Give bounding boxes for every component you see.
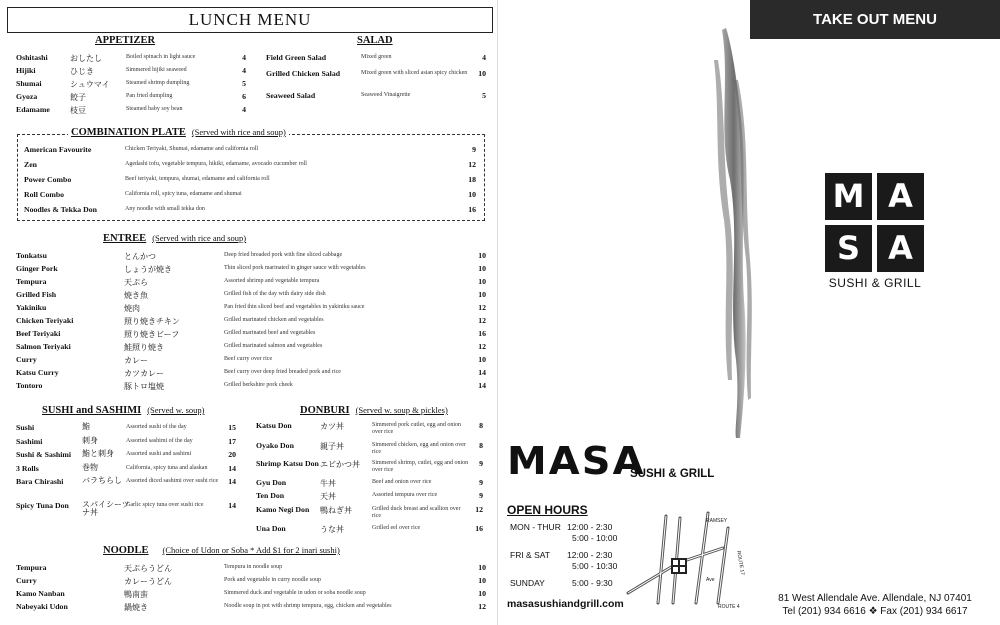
menu-item-price: 14 [228,463,236,473]
menu-item-price: 10 [478,251,486,260]
entree-note: (Served with rice and soup) [152,233,247,243]
menu-item [16,277,488,290]
menu-item-japanese: 餃子 [70,93,86,102]
menu-item [24,205,480,220]
menu-item-name: Field Green Salad [266,53,327,62]
menu-item-japanese: カツカレー [124,369,164,378]
entree-heading: ENTREE (Served with rice and soup) [103,233,247,244]
menu-item-japanese: カツ丼 [320,422,344,431]
logo-letter: M [825,173,872,220]
menu-item-description: Grilled fish of the day with dairy side dish [224,291,326,297]
menu-item-description: Noodle soup in pot with shrimp tempura, egg, chicken and vegetables [224,603,392,609]
menu-item-name: Gyu Don [256,477,287,487]
menu-item-japanese: とんかつ [124,252,156,261]
menu-item-price: 10 [478,563,486,572]
menu-item [16,303,488,316]
hours-day: FRI & SAT [510,550,550,560]
menu-item-name: Beef Teriyaki [16,329,61,338]
menu-item [16,501,242,515]
menu-item [256,478,488,492]
menu-item-japanese: 鴨ねぎ丼 [320,505,352,515]
brush-stroke-graphic [700,20,760,440]
menu-item-description: Mixed green with sliced asian spicy chicken [361,70,468,76]
menu-item [266,91,486,104]
menu-item [24,175,480,190]
menu-item-japanese: しょうが焼き [124,265,172,274]
menu-item [256,459,488,473]
menu-item-name: Shumai [16,79,42,88]
menu-item-description: Pan fried thin sliced beef and vegetables in yakiniku sauce [224,304,365,310]
hours-time: 5:00 - 9:30 [572,578,613,588]
menu-item-description: Assorted sushi and sashimi [126,451,192,457]
menu-item-description: Assorted tempura over rice [372,492,438,498]
menu-item-japanese: 鴨南蛮 [124,590,148,599]
menu-item-japanese: 鮨 [82,422,90,431]
menu-item-name: Tempura [16,277,47,286]
menu-item-japanese: カレーうどん [124,577,172,586]
address-block [760,592,990,618]
menu-item-price: 14 [478,368,486,377]
menu-item-price: 9 [479,477,483,487]
menu-item-name: Edamame [16,105,50,114]
menu-item-name: Oyako Don [256,440,294,450]
menu-item [16,66,246,79]
menu-item-price: 16 [468,205,476,214]
menu-item-price: 10 [478,264,486,273]
menu-item-description: Simmered hijiki seaweed [126,67,187,73]
menu-item-description: Beef curry over rice [224,356,273,362]
menu-item-price: 4 [482,53,486,62]
menu-item-japanese: 牛丼 [320,478,336,488]
menu-item-description: Steamed baby soy bean [126,106,183,112]
menu-item-japanese: おしたし [70,54,102,63]
menu-item-description: Deep fried breaded pork with fine sliced cabbage [224,252,343,258]
menu-item-name: Yakiniku [16,303,47,312]
menu-item-price: 5 [242,79,246,88]
masa-wordmark: MASA [507,439,646,483]
menu-item-price: 10 [478,290,486,299]
menu-item-price: 16 [478,329,486,338]
menu-item [16,477,242,491]
menu-item-description: Pan fried dumpling [126,93,173,99]
menu-item-price: 5 [482,91,486,100]
menu-item [266,53,486,66]
menu-item-name: Nabeyaki Udon [16,602,68,611]
menu-item [16,437,242,451]
menu-item-description: Steamed shrimp dumpling [126,80,190,86]
menu-item-name: Power Combo [24,175,72,184]
menu-item [24,190,480,205]
donburi-note: (Served w. soup & pickles) [355,405,448,415]
hours-time: 5:00 - 10:00 [572,533,618,543]
masa-logo [825,173,925,273]
hours-day: SUNDAY [510,578,545,588]
menu-item [256,524,488,538]
logo-letter: A [877,173,924,220]
menu-item-description: Grilled berkshire pork cheek [224,382,293,388]
menu-item [16,79,246,92]
map-label: RAMSEY [706,518,728,524]
combination-note: (Served with rice and soup) [191,127,286,137]
menu-item-japanese: 豚トロ塩焼 [124,382,164,391]
menu-item [256,491,488,505]
menu-item-japanese: 天ぷらうどん [124,564,172,573]
address-line: 81 West Allendale Ave. Allendale, NJ 07401 [778,593,972,604]
menu-item [16,264,488,277]
menu-item-japanese: 鮭照り焼き [124,343,164,352]
menu-item-description: California roll, spicy tuna, edamame and shumai [125,191,242,197]
menu-item-description: Beef and onion over rice [372,478,432,485]
map-label: Ave [706,577,715,583]
menu-item [16,563,488,576]
phone-fax-line: Tel (201) 934 6616 ❖ Fax (201) 934 6617 [782,606,968,617]
menu-item-price: 10 [468,190,476,199]
menu-item-name: Una Don [256,524,286,533]
noodle-note: (Choice of Udon or Soba * Add $1 for 2 inari sushi) [162,545,340,555]
menu-item-name: Sushi [16,423,35,432]
menu-item [16,53,246,66]
menu-item-description: California, spicy tuna and alaskan [126,464,208,471]
menu-item [16,381,488,394]
menu-item-description: Grilled duck breast and scallion over rice [372,505,461,519]
menu-item-price: 8 [479,440,483,450]
menu-item-price: 9 [472,145,476,154]
menu-item [16,355,488,368]
menu-item-japanese: 枝豆 [70,106,86,115]
menu-item-price: 9 [479,491,483,500]
menu-item-description: Assorted sashimi of the day [126,437,193,444]
menu-item-description: Grilled marinated chicken and vegetables [224,317,324,323]
menu-item-description: Boiled spinach in light sauce [126,54,196,60]
sushi-heading: SUSHI and SASHIMI (Served w. soup) [42,405,205,416]
menu-item-price: 10 [478,355,486,364]
hours-day: MON - THUR [510,522,561,532]
menu-item-price: 4 [242,105,246,114]
menu-item-name: Noodles & Tekka Don [24,205,98,214]
menu-item [16,251,488,264]
salad-heading: SALAD [357,35,393,46]
menu-item-name: Shrimp Katsu Don [256,459,319,468]
menu-item-name: Roll Combo [24,190,65,199]
menu-item-price: 17 [228,436,236,446]
menu-item-description: Simmered shrimp, cutlet, egg and onion over rice [372,460,469,473]
lunch-menu-title: LUNCH MENU [7,7,493,33]
menu-item-name: Katsu Curry [16,368,59,377]
map-label: ROUTE 4 [718,604,740,610]
menu-item-japanese: シュウマイ [70,80,110,89]
menu-item-description: Grilled marinated beef and vegetables [224,330,316,336]
menu-item-japanese: 鮨と刺身 [82,449,114,458]
menu-item [16,316,488,329]
menu-item-japanese: カレー [124,356,148,365]
menu-item-description: Agedashi tofu, vegetable tempura, hikiki, edamame, avocado cucumber roll [125,161,307,167]
masa-wordmark-subtitle: SUSHI & GRILL [630,468,715,480]
menu-item-price: 14 [228,477,236,486]
menu-item-name: Tontoro [16,381,43,390]
menu-item-price: 6 [242,92,246,101]
menu-item-description: Simmered chicken, egg and onion over rice [372,441,466,455]
hours-time: 5:00 - 10:30 [572,561,618,571]
menu-item-name: Grilled Chicken Salad [266,69,341,78]
menu-item-name: Sushi & Sashimi [16,450,72,459]
menu-item-name: Ten Don [256,491,285,500]
menu-item-description: Simmered pork cutlet, egg and onion over rice [372,422,461,435]
menu-item [16,450,242,464]
menu-item-description: Pork and vegetable in curry noodle soup [224,577,321,583]
menu-item [16,368,488,381]
logo-letter: A [877,225,924,272]
noodle-heading: NOODLE (Choice of Udon or Soba * Add $1 for 2 inari sushi) [103,545,340,556]
menu-item-price: 12 [468,160,476,169]
menu-item-description: Assorted shrimp and vegetable tempura [224,278,320,284]
menu-item-price: 12 [475,504,483,514]
menu-item-japanese: スパイシーツナ丼 [82,499,130,517]
menu-item-description: Assorted diced sashimi over sushi rice [126,478,219,484]
menu-item-name: Katsu Don [256,421,292,430]
menu-item-price: 10 [478,589,486,598]
menu-item [16,329,488,342]
logo-letter: S [825,225,872,272]
map-label: ROUTE 17 [735,550,746,576]
menu-item-name: Tonkatsu [16,251,47,260]
menu-item [256,441,488,455]
menu-item-japanese: 鍋焼き [124,603,148,612]
menu-item-name: American Favourite [24,145,92,154]
menu-item-description: Tempura in noodle soup [224,564,283,570]
donburi-heading: DONBURI (Served w. soup & pickles) [300,405,448,416]
menu-item-name: Ginger Pork [16,264,58,273]
menu-item-japanese: うな丼 [320,525,344,534]
menu-item-name: Bara Chirashi [16,477,64,486]
menu-item-name: Curry [16,576,37,585]
menu-item [16,589,488,602]
menu-item-price: 16 [475,524,483,533]
menu-item-description: Chicken Teriyaki, Shumai, edamame and california roll [125,146,259,152]
hours-time: 12:00 - 2:30 [567,550,613,560]
menu-item [266,69,486,82]
menu-item-description: Beef teriyaki, tempura, shumai, edamame and california roll [125,176,270,182]
menu-item [16,342,488,355]
menu-item-name: Salmon Teriyaki [16,342,71,351]
menu-item-japanese: 親子丼 [320,441,344,451]
menu-item-japanese: 焼き魚 [124,291,148,300]
menu-item-name: Sashimi [16,436,43,446]
menu-item [256,505,488,519]
menu-item-price: 14 [228,500,236,510]
menu-item-price: 12 [478,316,486,325]
appetizer-heading: APPETIZER [95,35,156,46]
menu-item [16,92,246,105]
menu-item-japanese: 照り焼きチキン [124,317,180,326]
menu-item [16,464,242,478]
take-out-menu-banner: TAKE OUT MENU [750,0,1000,39]
menu-item-description: Garlic spicy tuna over sushi rice [126,501,204,508]
open-hours-heading: OPEN HOURS [507,503,588,517]
menu-item [24,145,480,160]
menu-item [16,105,246,118]
menu-item-description: Mixed green [361,54,392,60]
panel-divider [497,0,498,625]
menu-item-price: 20 [228,450,236,459]
menu-item [16,290,488,303]
menu-item [16,423,242,437]
menu-item [256,421,488,435]
menu-item-japanese: 焼肉 [124,304,140,313]
menu-item-price: 10 [478,576,486,585]
menu-item-name: Gyoza [16,92,38,101]
combination-heading: COMBINATION PLATE (Served with rice and soup) [68,127,289,138]
menu-item-japanese: 天丼 [320,492,336,501]
menu-item [16,576,488,589]
menu-item-price: 10 [478,69,486,78]
menu-item-description: Grilled marinated salmon and vegetables [224,343,323,349]
menu-item-price: 8 [479,421,483,430]
menu-item-price: 9 [479,459,483,468]
menu-item-description: Grilled eel over rice [372,525,421,531]
menu-item-price: 10 [478,277,486,286]
menu-item-description: Beef curry over deep fried breaded pork and rice [224,369,341,375]
menu-item [24,160,480,175]
menu-item-price: 14 [478,381,486,390]
menu-item-price: 12 [478,303,486,312]
menu-item-japanese: バラちらし [82,476,122,485]
menu-item-price: 18 [468,175,476,184]
menu-item-name: Seaweed Salad [266,91,316,100]
menu-item-name: Grilled Fish [16,290,57,299]
menu-item-description: Seaweed Vinaigrette [361,92,411,98]
menu-item-name: Tempura [16,563,47,572]
menu-item-japanese: ひじき [70,67,94,76]
menu-item-japanese: エビかつ丼 [320,460,360,469]
menu-item-name: Zen [24,160,37,169]
menu-item-description: Assorted sushi of the day [126,424,187,430]
menu-item-price: 4 [242,53,246,62]
menu-item-name: 3 Rolls [16,463,39,473]
menu-item-description: Any noodle with small tekka don [125,206,205,212]
menu-item-description: Simmered duck and vegetable in udon or soba noodle soup [224,590,366,596]
website-link[interactable]: masasushiandgrill.com [507,598,624,610]
menu-item [16,602,488,615]
menu-item-name: Chicken Teriyaki [16,316,74,325]
menu-item-japanese: 刺身 [82,435,98,445]
hours-time: 12:00 - 2:30 [567,522,613,532]
menu-item-japanese: 天ぷら [124,278,148,287]
menu-item-price: 12 [478,342,486,351]
menu-item-price: 12 [478,602,486,611]
menu-item-name: Kamo Negi Don [256,504,310,514]
menu-item-name: Oshitashi [16,53,48,62]
menu-item-price: 15 [228,423,236,432]
sushi-note: (Served w. soup) [147,405,205,415]
menu-item-name: Hijiki [16,66,36,75]
menu-item-description: Thin sliced pork marinated in ginger sauce with vegetables [224,265,366,271]
menu-item-japanese: 照り焼きビーフ [124,330,180,339]
logo-subtitle: SUSHI & GRILL [828,276,922,290]
menu-item-name: Kamo Nanban [16,589,65,598]
menu-item-japanese: 巻物 [82,462,98,472]
menu-item-name: Spicy Tuna Don [16,500,69,510]
menu-item-name: Curry [16,355,37,364]
menu-item-price: 4 [242,66,246,75]
